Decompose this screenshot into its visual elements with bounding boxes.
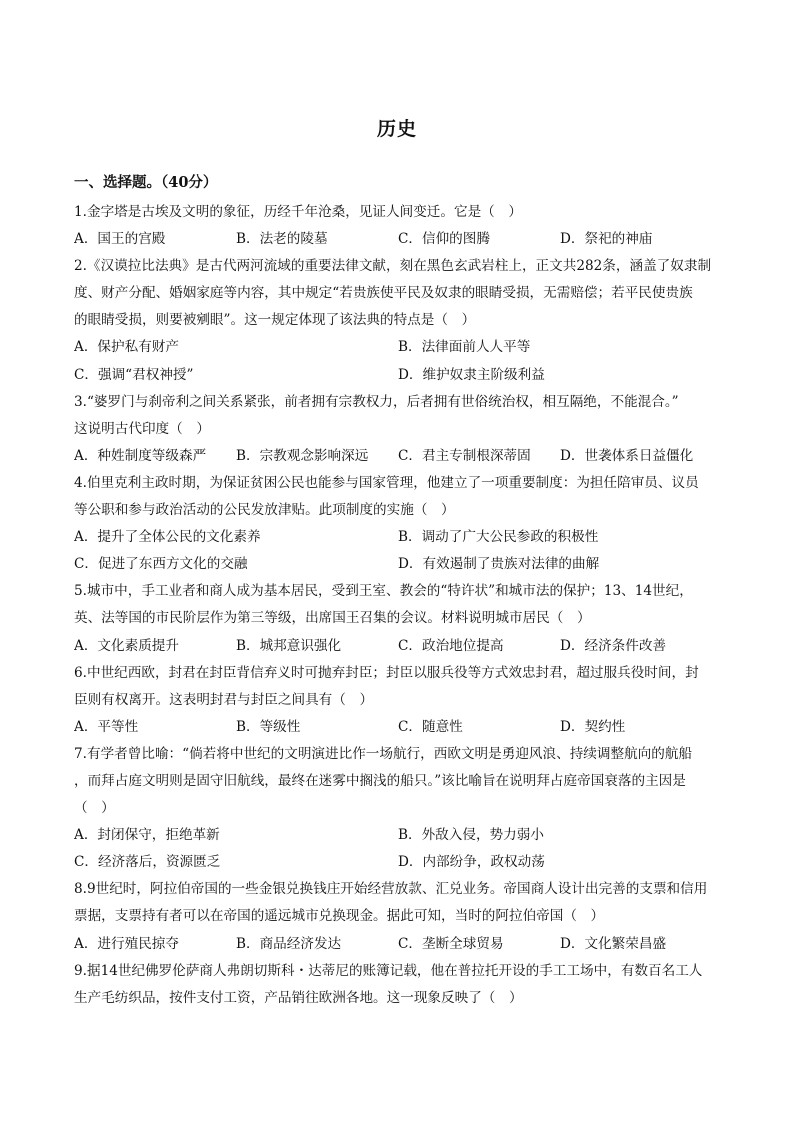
answer-option-a[interactable]: A．国王的宫殿 (74, 231, 166, 248)
question-stem-line: 8.9世纪时，阿拉伯帝国的一些金银兑换钱庄开始经营放款、汇兑业务。帝国商人设计出完善的支票和信用 (74, 881, 708, 898)
question-2 (74, 253, 722, 388)
answer-option-d[interactable]: D．文化繁荣昌盛 (560, 935, 667, 952)
answer-option-a[interactable]: A．保护私有财产 (74, 339, 179, 356)
question-9 (74, 958, 722, 1012)
options-row (74, 931, 722, 958)
answer-option-b[interactable]: B．等级性 (236, 718, 301, 735)
options-row (74, 551, 722, 578)
answer-option-b[interactable]: B．法律面前人人平等 (398, 339, 531, 356)
question-stem-line: 4.伯里克利主政时期，为保证贫困公民也能参与国家管理，他建立了一项重要制度：为担任陪审员、议员 (74, 474, 699, 491)
answer-option-c[interactable]: C．随意性 (398, 718, 463, 735)
question-stem-line: 票据，支票持有者可以在帝国的遥远城市兑换现金。据此可知，当时的阿拉伯帝国（ ） (74, 908, 605, 925)
options-row (74, 226, 722, 253)
answer-option-c[interactable]: C．经济落后，资源匮乏 (74, 854, 221, 871)
options-row (74, 362, 722, 389)
question-stem-line: 英、法等国的市民阶层作为第三等级，出席国王召集的会议。材料说明城市居民（ ） (74, 610, 591, 627)
question-stem-line: 等公职和参与政治活动的公民发放津贴。此项制度的实施（ ） (74, 502, 455, 519)
question-1 (74, 199, 722, 253)
options-row (74, 849, 722, 876)
question-7 (74, 741, 722, 876)
answer-option-c[interactable]: C．君主专制根深蒂固 (398, 447, 531, 464)
answer-option-d[interactable]: D．内部纷争，政权动荡 (398, 854, 545, 871)
options-row (74, 334, 722, 361)
options-row (74, 714, 722, 741)
question-list (74, 199, 722, 1012)
question-3 (74, 389, 722, 470)
question-stem-line: 2.《汉谟拉比法典》是古代两河流域的重要法律文献，刻在黑色玄武岩柱上，正文共282条，涵盖了奴隶制 (74, 258, 712, 275)
question-6 (74, 660, 722, 741)
answer-option-d[interactable]: D．契约性 (560, 718, 626, 735)
answer-option-d[interactable]: D．世袭体系日益僵化 (560, 447, 694, 464)
answer-option-c[interactable]: C．强调“君权神授” (74, 366, 194, 383)
question-8 (74, 876, 722, 957)
question-stem-line: 这说明古代印度（ ） (74, 420, 210, 437)
answer-option-b[interactable]: B．宗教观念影响深远 (236, 447, 369, 464)
answer-option-a[interactable]: A．封闭保守，拒绝革新 (74, 827, 220, 844)
question-stem-line: 9.据14世纪佛罗伦萨商人弗朗切斯科・达蒂尼的账簿记载，他在普拉托开设的手工工场中，有数百名工人 (74, 962, 703, 979)
answer-option-c[interactable]: C．信仰的图腾 (398, 231, 490, 248)
answer-option-c[interactable]: C．政治地位提高 (398, 637, 504, 654)
answer-option-a[interactable]: A．进行殖民掠夺 (74, 935, 179, 952)
section-heading: 一、选择题。（40分） (74, 174, 218, 191)
answer-option-a[interactable]: A．文化素质提升 (74, 637, 179, 654)
answer-option-a[interactable]: A．平等性 (74, 718, 139, 735)
question-stem-line: 6.中世纪西欧，封君在封臣背信弃义时可抛弃封臣；封臣以服兵役等方式效忠封君，超过服兵役时间，封 (74, 664, 699, 681)
answer-option-c[interactable]: C．垄断全球贸易 (398, 935, 504, 952)
question-stem-line: （ ） (74, 800, 115, 817)
answer-option-d[interactable]: D．有效遏制了贵族对法律的曲解 (398, 556, 600, 573)
answer-option-b[interactable]: B．调动了广大公民参政的积极性 (398, 529, 599, 546)
question-stem-line: 1.金字塔是古埃及文明的象征，历经千年沧桑，见证人间变迁。它是（ ） (74, 204, 522, 220)
question-stem-line: 度、财产分配、婚姻家庭等内容，其中规定“若贵族使平民及奴隶的眼睛受损，无需赔偿；若平民使贵族 (74, 285, 693, 302)
answer-option-a[interactable]: A．提升了全体公民的文化素养 (74, 529, 261, 546)
answer-option-b[interactable]: B．商品经济发达 (236, 935, 342, 952)
options-row (74, 633, 722, 660)
answer-option-a[interactable]: A．种姓制度等级森严 (74, 447, 207, 464)
question-5 (74, 578, 722, 659)
answer-option-d[interactable]: D．祭祀的神庙 (560, 231, 653, 248)
question-4 (74, 470, 722, 578)
question-stem-line: 的眼睛受损，则要被剜眼”。这一规定体现了该法典的特点是（ ） (74, 312, 476, 329)
options-row (74, 524, 722, 551)
answer-option-b[interactable]: B．法老的陵墓 (236, 231, 328, 248)
answer-option-c[interactable]: C．促进了东西方文化的交融 (74, 556, 248, 573)
page-title: 历史 (376, 118, 417, 140)
question-stem-line: 7.有学者曾比喻：“倘若将中世纪的文明演进比作一场航行，西欧文明是勇迎风浪、持续调整航向的航船 (74, 745, 693, 762)
answer-option-d[interactable]: D．经济条件改善 (560, 637, 667, 654)
question-stem-line: 3.“婆罗门与刹帝利之间关系紧张，前者拥有宗教权力，后者拥有世俗统治权，相互隔绝，不能混合。” (74, 393, 679, 410)
question-stem-line: ，而拜占庭文明则是固守旧航线，最终在迷雾中搁浅的船只。”该比喻旨在说明拜占庭帝国衰落的主因是 (74, 772, 686, 789)
answer-option-b[interactable]: B．外敌入侵，势力弱小 (398, 827, 544, 844)
options-row (74, 443, 722, 470)
question-stem-line: 臣则有权离开。这表明封君与封臣之间具有（ ） (74, 691, 374, 708)
answer-option-d[interactable]: D．维护奴隶主阶级利益 (398, 366, 545, 383)
question-stem-line: 5.城市中，手工业者和商人成为基本居民，受到王室、教会的“特许状”和城市法的保护；13、14世纪， (74, 583, 693, 600)
question-stem-line: 生产毛纺织品，按件支付工资，产品销往欧洲各地。这一现象反映了（ ） (74, 989, 523, 1006)
options-row (74, 822, 722, 849)
answer-option-b[interactable]: B．城邦意识强化 (236, 637, 342, 654)
